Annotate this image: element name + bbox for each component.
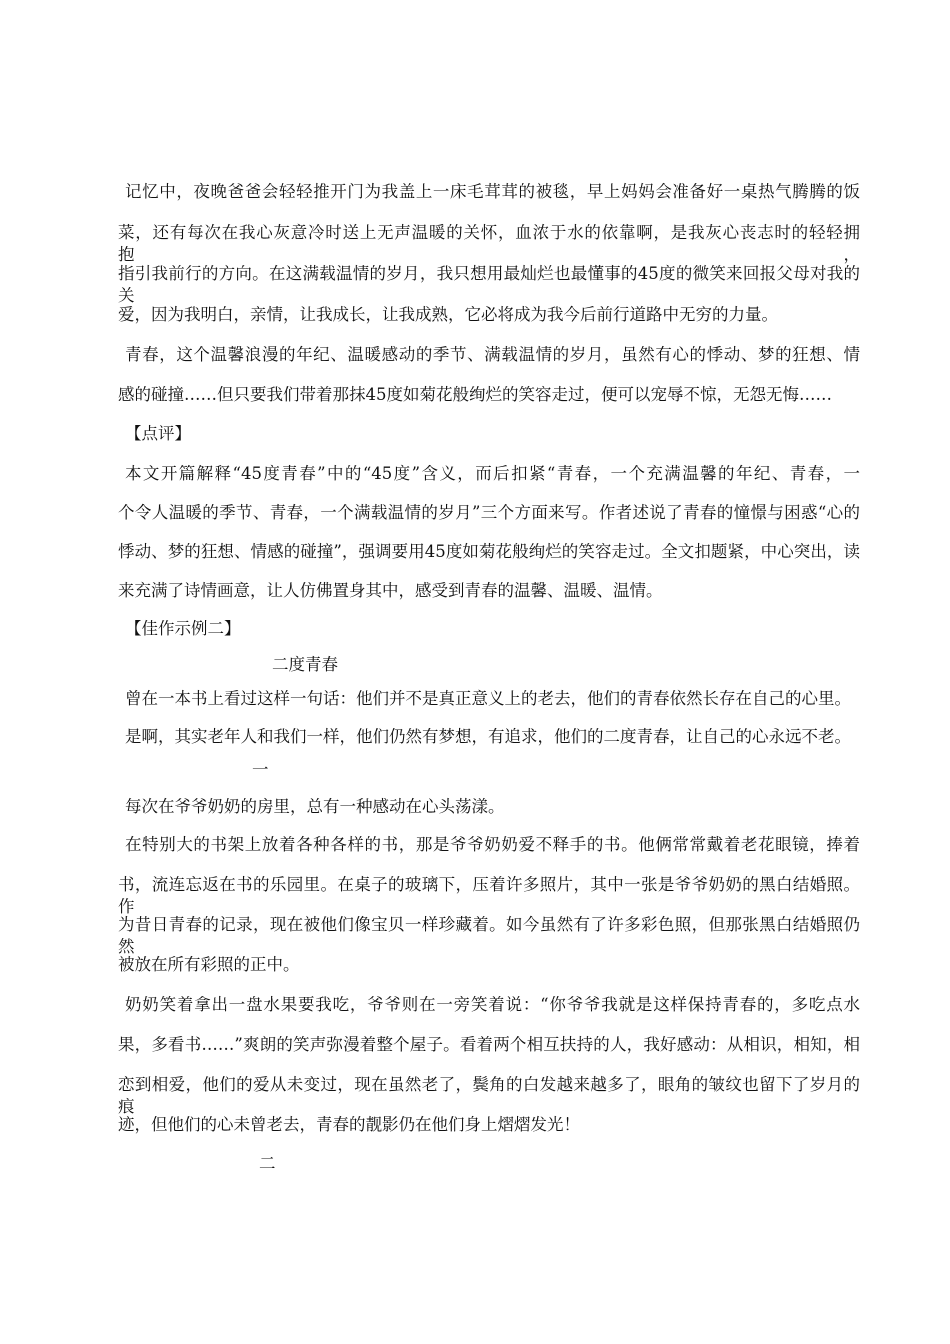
text-line: 在特别大的书架上放着各种各样的书，那是爷爷奶奶爱不释手的书。他俩常常戴着老花眼镜，捧着 xyxy=(125,835,860,854)
text-line: 指引我前行的方向。在这满载温情的岁月，我只想用最灿烂也最懂事的45度的微笑来回报父母对我的关 xyxy=(118,264,860,305)
text-line: 恋到相爱，他们的爱从未变过，现在虽然老了，鬓角的白发越来越多了，眼角的皱纹也留下了岁月的痕 xyxy=(118,1075,860,1116)
text-line: 每次在爷爷奶奶的房里，总有一种感动在心头荡漾。 xyxy=(125,797,505,816)
text-line: 记忆中，夜晚爸爸会轻轻推开门为我盖上一床毛茸茸的被毯，早上妈妈会准备好一桌热气腾腾的饭 xyxy=(125,182,860,201)
text-line: 本文开篇解释“45度青春”中的“45度”含义，而后扣紧“青春，一个充满温馨的年纪、青春，一 xyxy=(125,464,860,483)
text-line: 奶奶笑着拿出一盘水果要我吃，爷爷则在一旁笑着说：“你爷爷我就是这样保持青春的，多吃点水 xyxy=(125,995,860,1014)
text-line: 悸动、梦的狂想、情感的碰撞”，强调要用45度如菊花般绚烂的笑容走过。全文扣题紧，中心突出，读 xyxy=(118,542,860,561)
section-heading: 一 xyxy=(252,760,269,779)
text-line: 为昔日青春的记录，现在被他们像宝贝一样珍藏着。如今虽然有了许多彩色照，但那张黑白结婚照仍然 xyxy=(118,915,860,956)
text-line: 迹，但他们的心未曾老去，青春的靓影仍在他们身上熠熠发光！ xyxy=(118,1115,580,1134)
text-line: 书，流连忘返在书的乐园里。在桌子的玻璃下，压着许多照片，其中一张是爷爷奶奶的黑白结婚照。作 xyxy=(118,875,860,916)
text-line: 个令人温暖的季节、青春，一个满载温情的岁月”三个方面来写。作者述说了青春的憧憬与困惑“心的 xyxy=(118,503,860,522)
text-line: 来充满了诗情画意，让人仿佛置身其中，感受到青春的温馨、温暖、温情。 xyxy=(118,581,663,600)
text-line: 菜，还有每次在我心灰意冷时送上无声温暖的关怀，血浓于水的依靠啊，是我灰心丧志时的轻轻拥抱， xyxy=(118,223,860,264)
text-line: 被放在所有彩照的正中。 xyxy=(118,955,300,974)
comment-heading: 【点评】 xyxy=(125,424,191,443)
example-heading: 【佳作示例二】 xyxy=(125,619,241,638)
section-heading: 二 xyxy=(259,1154,276,1173)
text-line: 感的碰撞……但只要我们带着那抹45度如菊花般绚烂的笑容走过，便可以宠辱不惊，无怨无悔…… xyxy=(118,385,832,404)
text-line: 是啊，其实老年人和我们一样，他们仍然有梦想，有追求，他们的二度青春，让自己的心永远不老。 xyxy=(125,727,851,746)
text-line: 青春，这个温馨浪漫的年纪、温暖感动的季节、满载温情的岁月，虽然有心的悸动、梦的狂想、情 xyxy=(125,345,860,364)
text-line: 果，多看书……”爽朗的笑声弥漫着整个屋子。看着两个相互扶持的人，我好感动：从相识，相知，相 xyxy=(118,1035,860,1054)
text-line: 爱，因为我明白，亲情，让我成长，让我成熟，它必将成为我今后前行道路中无穷的力量。 xyxy=(118,305,778,324)
text-line: 曾在一本书上看过这样一句话：他们并不是真正意义上的老去，他们的青春依然长存在自己的心里。 xyxy=(125,689,851,708)
essay-title: 二度青春 xyxy=(272,655,338,674)
